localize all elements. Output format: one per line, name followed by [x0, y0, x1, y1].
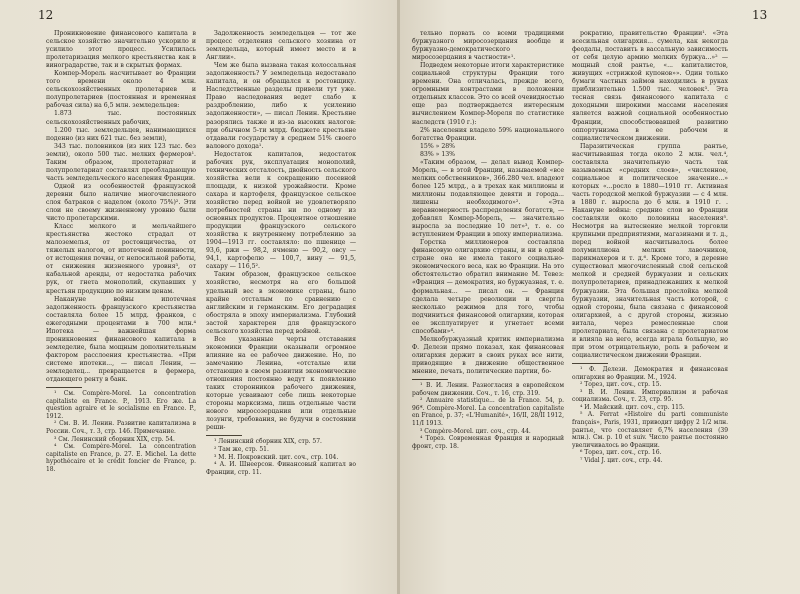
footnote: ¹ В. И. Ленин. Разногласия в европейском рабочем движении. Соч., т. 16, стр. 319. — [412, 382, 564, 397]
body-text — [412, 30, 564, 376]
paragraph: Одной из особенностей французской деревни было наличие многочисленного слоя батраков с наделом (около 75%)². Эти слои не своему жизненному уровню были чисто пролетарскими. — [46, 182, 196, 223]
paragraph: рократию, правительство Франции¹. «Эта всесильная олигархия... сумела, как некогда феодалы, поставить в вассальную зависимость от себя целую армию мелких буржуа...»² — мощный слой рантье, «... капиталистов, живущих «стрижкой купонов»». Один только бумаги частных займов находились в руках приблизительно 1.500 тыс. человек³. Эта тесная связь финансового капитала с доходными широкими массами населения является важной социальной особенностью Франции, способствовавшей развитию оппортунизма в ее рабочем и социалистическом движении. — [572, 30, 728, 142]
footnote: ³ М. Н. Покровский. цит. соч., стр. 104. — [214, 453, 339, 461]
paragraph: Класс мелкого и мельчайшего крестьянства жестоко страдал от малоземелья, от ростовщичества, от тяжелых налогов, от ипотечной повинности, от истощения почвы, от непосильной работы, от снижения жизненного уровня³, от кабальной аренды, от недостатка рабочих рук, от гнета монополий, скупавших у крестьян продукцию по низким ценам. — [46, 223, 196, 295]
footnote: ¹ См. Compère-Morel. La concentration capitaliste en France. P., 1913. Его же. La question agraire et le socialisme en France. P., 1912. — [46, 390, 196, 420]
paragraph: Накануне войны ипотечная задолженность французского крестьянства составляла более 15 млрд. франков, с ежегодными процентами в 700 млн.⁴ Ипотека — важнейшая форма проникновения финансового капитала в земледелие, была мощным дополнительным фактором расслоения крестьянства. «При системе ипотеки..., — писал Ленин, — земледелец... превращается в фермера, отдающего ренту в банк. — [46, 295, 196, 384]
paragraph: Проникновение финансового капитала в сельское хозяйство значительно ускорило и усилило этот процесс. Усилилась пролетаризация мелкого крестьянства как в виноградарстве, так и в скрытых формах. — [46, 30, 196, 70]
footnote: ⁷ Vidal J. цит. соч., стр. 44. — [580, 457, 663, 465]
footnote: ¹ Ленинский сборник XIX, стр. 57. — [214, 438, 322, 446]
footnote: ⁵ A. Ferrat «Histoire du parti communiste français», Paris, 1931, приводит цифру 2 1/2 млн. рантье, что составляет 6,7% населения (39 млн.). См. р. 10 et suiv. Число рантье постоянно увеличивалось во Франции. — [572, 411, 728, 449]
footnote: ⁴ И. Майский. цит. соч., стр. 115. — [580, 403, 685, 411]
footnote: ⁶ Торез, цит. соч., стр. 16. — [580, 449, 662, 457]
footnote: ³ См. Ленинский сборник XIX, стр. 54. — [54, 435, 175, 443]
footnote: ³ Compère-Morel. цит. соч., стр. 44. — [420, 427, 531, 435]
paragraph: Задолженность земледельцев — тот же процесс отделения сельского хозяина от земледельца, который имеет место и в Англии». — [206, 30, 356, 62]
footnote: ⁴ См. Compère-Morel. La concentration capitaliste en France, p. 27. E. Michel. La dette hypothécaire et le crédit foncier de France, p. 18. — [46, 443, 196, 473]
footnote: ² Торез, цит. соч., стр. 15. — [580, 381, 662, 389]
right-column-2 — [572, 30, 728, 465]
paragraph: 2% населения владело 59% национального богатства Франции. — [412, 126, 564, 142]
body-text — [46, 30, 196, 384]
page-number: 12 — [38, 8, 54, 22]
footnotes — [572, 366, 728, 465]
body-text — [206, 30, 356, 432]
left-column-1 — [46, 30, 196, 474]
paragraph: Таким образом, французское сельское хозяйство, несмотря на его большой удельный вес в экономике страны, было крайне отсталым по сравнению с английским и германским. Его деградация обостряла в эпоху империализма. Глубокий застой характерен для французского сельского хозяйства перед войной. — [206, 271, 356, 335]
footnote: ² Annuaire statistique... de la France. 54, p. 96*. Compère-Morel. La concentration capitaliste en France, p. 37; «L'Humanité», 16/II, 28/II 1912, 11/I 1913. — [412, 397, 564, 427]
paragraph: 1.873 тыс. постоянных сельскохозяйственных рабочих, — [46, 110, 196, 126]
page-number: 13 — [752, 8, 768, 22]
paragraph: «Таким образом, — делал вывод Компер-Морель, — в этой Франции, называемой «все мелких собственников», 366.280 чел. владеют более 125 млрд., а в трехах как миллионы и миллионы подавляющее девяти и города... лишены необходимого»². «Эта неравномерность распределения богатств, — добавлял Компер-Морель, — значительно выросла за последние 10 лет»³, т. е. со вступлением Франции в эпоху империализма. — [412, 158, 564, 239]
footnote-rule — [572, 363, 608, 364]
paragraph: Компер-Морель насчитывает во Франции того времени около 4 млн. сельскохозяйственных пролетариев и полупролетариев (постоянная и временная рабочая сила) на 6,5 млн. земледельцев: — [46, 70, 196, 110]
paragraph: 1.200 тыс. земледельцев, нанимающихся поденно (из них 621 тыс. без земли), — [46, 126, 196, 142]
body-text — [572, 30, 728, 360]
footnote: ⁴ А. И. Шнеерсон. Финансовый капитал во Франции, стр. 11. — [206, 461, 356, 476]
paragraph: 83% » 13% — [420, 150, 456, 158]
paragraph: Чем же была вызвана такая колоссальная задолженность? У земледельца недоставало капитала, и он обращался к ростовщику. Наследственные разделы привели тут уже. Право наследования ведет слабо к раздроблению, либо к усилению задолженности», — писал Ленин. Крестьяне разорялись также и из-за высоких налогов: при обычном 5-ти млрд. бюджете крестьяне отдавали государству в среднем 51% своего валового дохода¹. — [206, 62, 356, 150]
footnote: ² Там же, стр. 51. — [214, 445, 269, 453]
footnotes — [412, 382, 564, 450]
paragraph: тельно порвать со всеми традициями буржуазного миросозерцания вообще и буржуазно-демократического миросозерцания в частности»¹. — [412, 30, 564, 62]
left-column-2 — [206, 30, 356, 476]
paragraph: Горстка миллионеров составляла финансовую олигархию страны, и ни в одной стране она не имела такого социально-экономического веса, как во Франции. На это обстоятельство обратил внимание М. Тевез: «Франция — демократия, но буржуазная, т. е. формальная... — писал он. — Франция сделала четыре революции и свергла несколько режимов для того, чтобы подчиниться финансовой олигархии, которая ее эксплуатирует и угнетает всеми способами»⁴. — [412, 239, 564, 335]
right-page — [400, 0, 800, 594]
paragraph: Паразитическая группа рантье, насчитывавшая тогда около 2 млн. чел.⁴, составляла значительную часть так называемых «средних слоев», «численное, социальное и политическое значение...» которых «...росло в 1880—1910 гг. Активная часть городской мелкой буржуазии — с 4 млн. в 1880 г. выросла до 6 млн. в 1910 г. . Накануне войны: средние слои во Франции составляли около половины населения⁵. Несмотря на вытеснение мелкой торговли крупными предприятиями, магазинами и т. д., перед войной насчитывалось более полумиллиона мелких лавочников, парикмахеров и т. д.⁶. Кроме того, в деревне существовал многочисленный слой сельской мелкой и средней буржуазии и сельских полупролетариев, принадлежавших к мелкой буржуазии. Эта большая прослойка мелкой буржуазии, значительная часть которой, с одной стороны, была связана с финансовой олигархией, а с другой стороны, жизнью витала, через ремесленные слои пролетариата, была связана с пролетариатом и влияла на него, всегда играла большую, но при этом отрицательную, роль в рабочем и социалистическом движении Франции. — [572, 142, 728, 359]
left-page — [0, 0, 398, 594]
paragraph: Все указанные черты отставания экономики Франции оказывали огромное влияние на ее рабочее движение. Но, по замечанию Ленина, «отсталые или отстающие в своем развитии экономические отношения постоянно ведут к появлению таких сторонников рабочего движения, которые усваивают себе лишь некоторые стороны марксизма, лишь отдельные части нового миросозерцания или отдельные лозунги, требования, не будучи в состоянии реши- — [206, 335, 356, 432]
footnote: ³ В. И. Ленин. Империализм и рабочая социализма. Соч., т. 23, стр. 95. — [572, 388, 728, 404]
footnote: ¹ Ф. Делези. Демократия и финансовая олигархия во Франции. М., 1924. — [572, 365, 728, 381]
footnote: ⁴ Торез. Современная Франция и народный фронт, стр. 18. — [412, 435, 564, 450]
footnote-rule — [46, 387, 82, 388]
paragraph: Мелкобуржуазный критик империализма Ф. Делези прямо показал, как финансовая олигархия держит в своих руках все нити, приводящие в движение общественное мнение, печать, политические партии, бо- — [412, 335, 564, 375]
paragraph: Недостаток капиталов, недостаток рабочих рук, эксплуатация монополий, технических отсталость, двойность сельского хозяйства вели к сокращению посевной площади, к низкой урожайности. Кроме сахара и картофеля, французское сельское хозяйство перед войной не удовлетворяло потребностей страны ни по одному из основных продуктов. Процентное отношение продукции французского сельского хозяйства к внутреннему потреблению за 1904—1913 гг. составляло: по пшенице — 93,6, ржи — 98,2, ячменю — 90,2, овсу — 94,1, картофелю — 100,7, вину — 91,5, сахару — 116,5². — [206, 150, 356, 271]
footnotes — [206, 438, 356, 476]
footnote-rule — [206, 435, 242, 436]
paragraph: Подведем некоторые итоги характеристике социальной структуры Франции того времени. Она отличалась, прежде всего, огромными контрастами в положении отдельных классов. Это со всей очевидностью еще раз подтверждается интересным вычислением Компер-Мореля по статистике наследств (1910 г.): — [412, 62, 564, 126]
footnote-rule — [412, 379, 448, 380]
paragraph: 343 тыс. половников (из них 123 тыс. без земли), около 500 тыс. мелких фермеров¹. Таким образом, пролетариат и полупролетариат составлял преобладающую часть земледельческого населения Франции. — [46, 142, 196, 182]
right-column-1 — [412, 30, 564, 450]
paragraph: 15% » 28% — [420, 142, 456, 150]
footnotes — [46, 390, 196, 474]
footnote: ² См. В. И. Ленин. Развитие капитализма в России. Соч., т. 3, стр. 146. Примечание. — [46, 420, 196, 436]
